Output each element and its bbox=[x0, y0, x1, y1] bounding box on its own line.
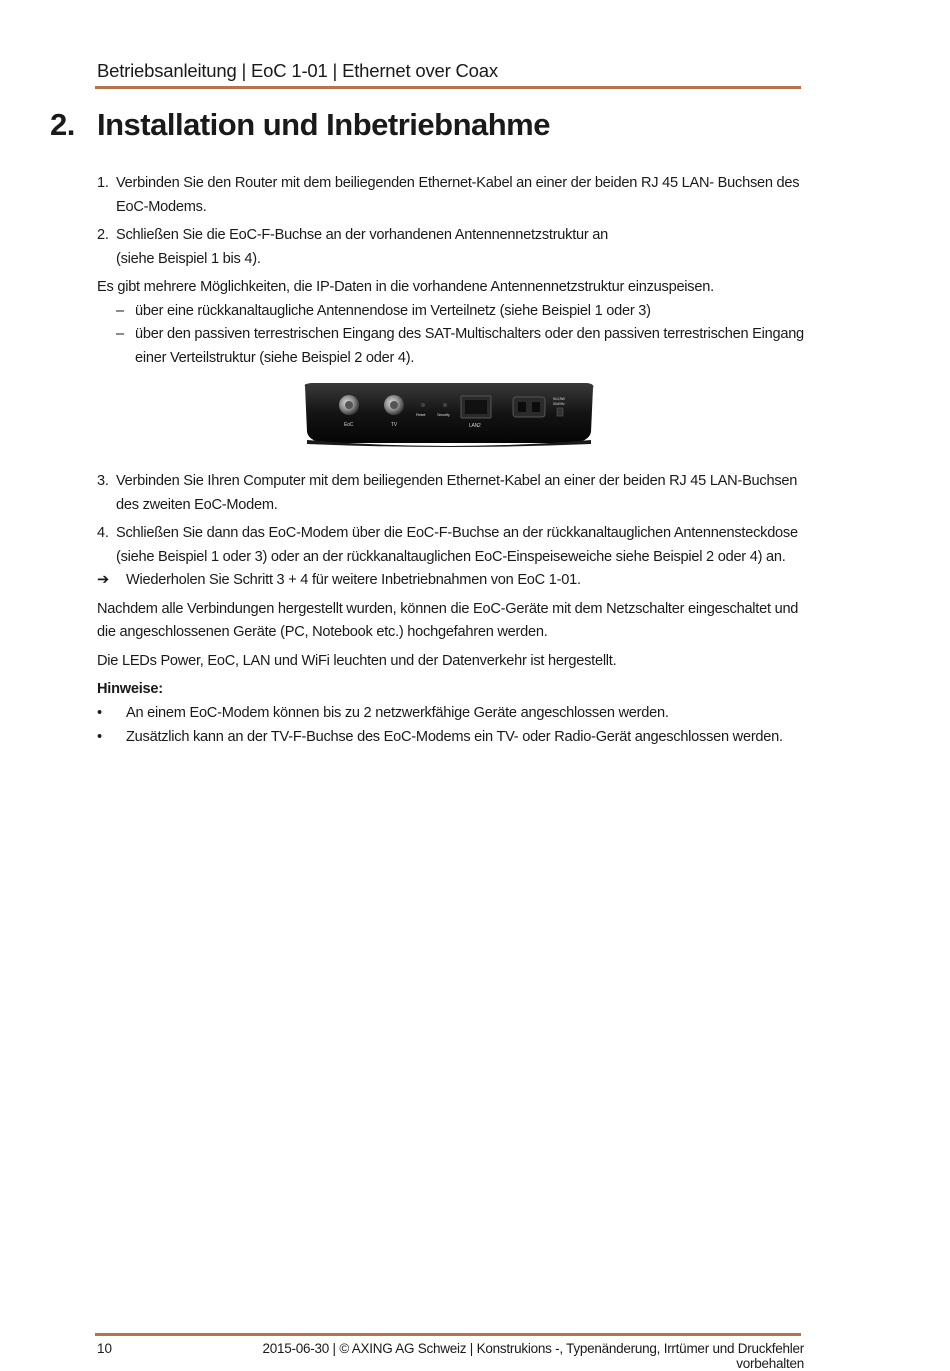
repeat-instruction bbox=[97, 569, 807, 593]
document-header-title: Betriebsanleitung | EoC 1-01 | Ethernet over Coax bbox=[97, 60, 498, 81]
repeat-text: Wiederholen Sie Schritt 3 + 4 für weitere Inbetriebnahmen von EoC 1-01. bbox=[126, 572, 581, 588]
step-item bbox=[97, 172, 807, 219]
step-item bbox=[97, 224, 807, 271]
eoc-modem-rear-image bbox=[299, 380, 599, 450]
step-text: Schließen Sie die EoC-F-Buchse an der vorhandenen Antennennetzstruktur an bbox=[116, 227, 609, 243]
leds-paragraph: Die LEDs Power, EoC, LAN und WiFi leuchten und der Datenverkehr ist hergestellt. bbox=[97, 652, 617, 669]
dash-marker: – bbox=[116, 302, 124, 319]
option-text: über eine rückkanaltaugliche Antennendose im Verteilnetz (siehe Beispiel 1 oder 3) bbox=[135, 302, 651, 319]
label-power-frequency: 50-60Hz bbox=[553, 402, 565, 406]
intro-paragraph: Es gibt mehrere Möglichkeiten, die IP-Daten in die vorhandene Antennennetzstruktur einzuspeisen. bbox=[97, 279, 714, 295]
step-number: 2. bbox=[97, 227, 109, 243]
step-item bbox=[97, 470, 807, 517]
label-eoc: EoC bbox=[344, 422, 353, 428]
step-number: 3. bbox=[97, 473, 109, 489]
step-item bbox=[97, 522, 807, 569]
header-divider bbox=[95, 86, 801, 89]
option-text: über den passiven terrestrischen Eingang des SAT-Multischalters oder den passiven terrestrischen Eingang einer Verteilstruktur (siehe Beispiel 2 oder 4). bbox=[135, 326, 804, 366]
step-number: 4. bbox=[97, 525, 109, 541]
label-reset: Reset bbox=[416, 412, 426, 417]
bullet-icon: • bbox=[97, 729, 102, 745]
footer-text: 2015-06-30 | © AXING AG Schweiz | Konstrukions -, Typenänderung, Irrtümer und Druckfehler vorbehalten bbox=[262, 1341, 804, 1371]
label-power: 5V-2,5W bbox=[553, 397, 565, 401]
footer-divider bbox=[95, 1333, 801, 1336]
device-figure bbox=[97, 380, 807, 460]
note-item bbox=[97, 702, 807, 726]
bullet-icon: • bbox=[97, 704, 102, 721]
option-item bbox=[97, 323, 807, 370]
arrow-right-icon: ➔ bbox=[97, 572, 109, 588]
step-text: Schließen Sie dann das EoC-Modem über die EoC-F-Buchse an der rückkanaltauglichen Antennensteckdose (siehe Beispiel 1 oder 3) oder an der rückkanaltauglichen EoC-Einspeiseweiche siehe Beispiel 2 oder 4) an. bbox=[116, 525, 798, 565]
connected-paragraph: Nachdem alle Verbindungen hergestellt wurden, können die EoC-Geräte mit dem Netzschalter eingeschaltet und die angeschlossenen Geräte (PC, Notebook etc.) hochgefahren werden. bbox=[97, 600, 799, 640]
section-number: 2. bbox=[50, 107, 75, 142]
note-item bbox=[97, 726, 807, 750]
section-title: Installation und Inbetriebnahme bbox=[97, 107, 550, 142]
label-security: Security bbox=[437, 412, 450, 417]
main-content bbox=[97, 172, 807, 751]
step-text-continuation: (siehe Beispiel 1 bis 4). bbox=[116, 250, 261, 267]
note-text: Zusätzlich kann an der TV-F-Buchse des EoC-Modems ein TV- oder Radio-Gerät angeschlossen werden. bbox=[126, 729, 783, 745]
note-text: An einem EoC-Modem können bis zu 2 netzwerkfähige Geräte angeschlossen werden. bbox=[126, 704, 669, 721]
option-item bbox=[97, 300, 807, 324]
label-tv: TV bbox=[391, 422, 397, 428]
page-number: 10 bbox=[97, 1341, 113, 1356]
step-text: Verbinden Sie Ihren Computer mit dem beiliegenden Ethernet-Kabel an einer der beiden RJ 45 LAN-Buchsen des zweiten EoC-Modem. bbox=[116, 473, 798, 513]
notes-heading: Hinweise: bbox=[97, 681, 163, 697]
dash-marker: – bbox=[116, 326, 124, 342]
label-lan: LAN2 bbox=[469, 423, 481, 429]
step-text: Verbinden Sie den Router mit dem beiliegenden Ethernet-Kabel an einer der beiden RJ 45 LAN- Buchsen des EoC-Modems. bbox=[116, 175, 800, 215]
step-number: 1. bbox=[97, 175, 109, 191]
